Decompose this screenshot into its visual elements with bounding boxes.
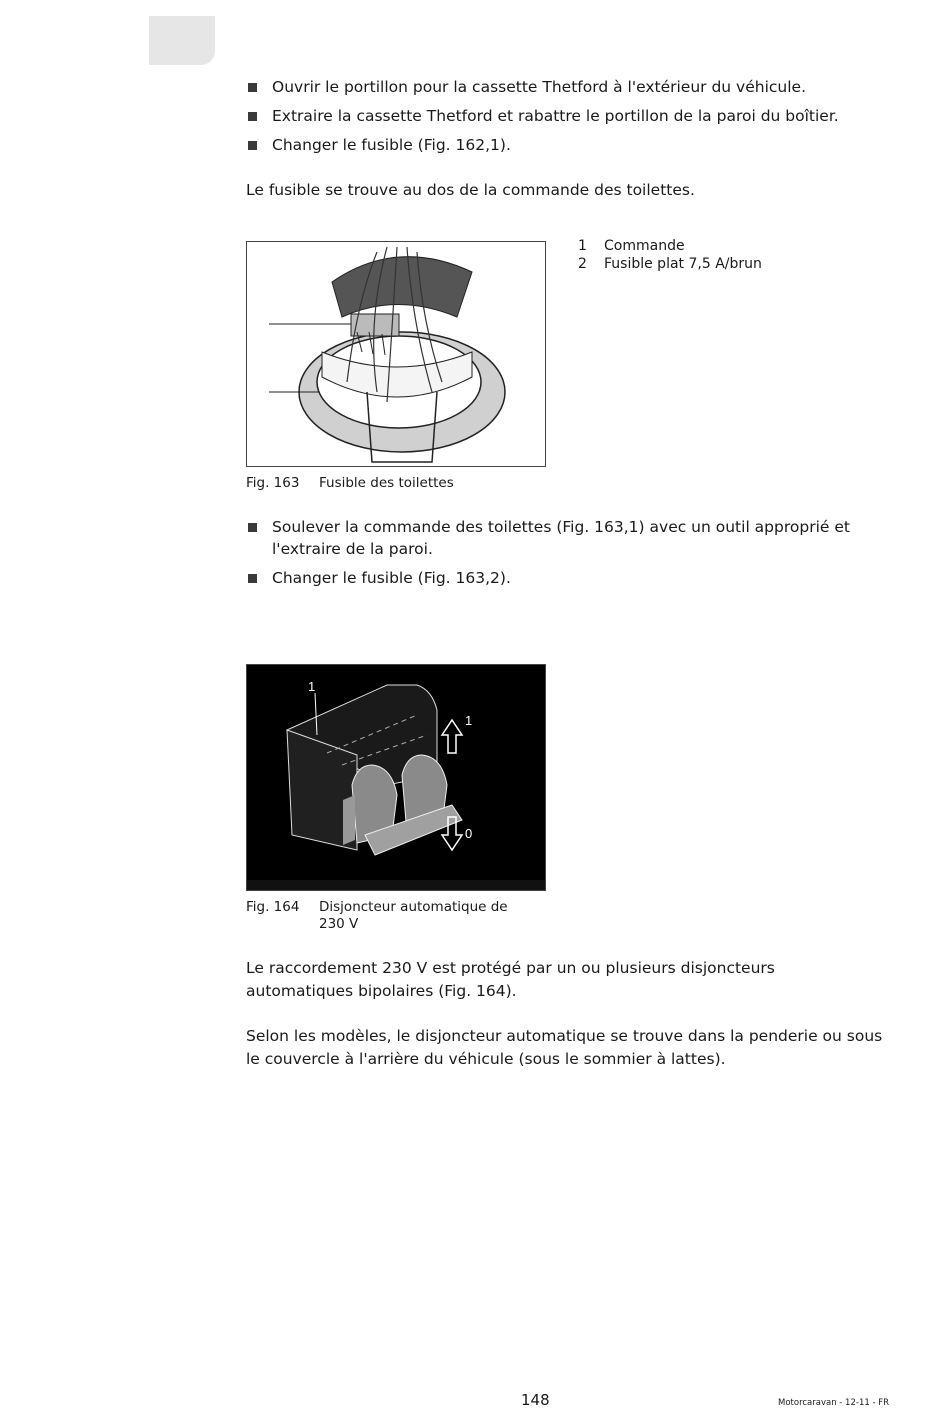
footer-reference: Motorcaravan - 12-11 - FR: [778, 1398, 890, 1408]
list-item: Extraire la cassette Thetford et rabattre le portillon de la paroi du boîtier.: [246, 105, 886, 127]
figure-164-image: [246, 664, 546, 891]
callout-label-1: 1: [308, 679, 316, 694]
list-item: Changer le fusible (Fig. 163,2).: [246, 567, 886, 589]
chapter-tab-marker: [149, 16, 215, 65]
legend-text: Fusible plat 7,5 A/brun: [604, 256, 762, 272]
legend-item: [578, 237, 762, 255]
page-number: 148: [521, 1391, 550, 1409]
bullet-list-middle: [246, 516, 886, 596]
circuit-breaker-illustration: [247, 665, 545, 890]
bullet-list-top: [246, 76, 886, 163]
caption-number: Fig. 163: [246, 475, 300, 491]
list-item: Soulever la commande des toilettes (Fig. 163,1) avec un outil approprié et l'extraire de la paroi.: [246, 516, 886, 560]
list-item: Changer le fusible (Fig. 162,1).: [246, 134, 886, 156]
legend-item: [578, 255, 762, 273]
caption-number: Fig. 164: [246, 899, 300, 915]
arrow-label-on: 1: [465, 713, 473, 728]
figure-163-caption: [246, 475, 454, 492]
legend-text: Commande: [604, 238, 685, 254]
arrow-label-off: 0: [465, 826, 473, 841]
figure-163-image: [246, 241, 546, 467]
figure-164-caption: [246, 899, 519, 933]
list-item: Ouvrir le portillon pour la cassette Thetford à l'extérieur du véhicule.: [246, 76, 886, 98]
caption-text: Disjoncteur automatique de 230 V: [319, 899, 508, 932]
caption-text: Fusible des toilettes: [319, 475, 454, 491]
legend-number: 1: [578, 238, 587, 254]
figure-163-legend: [578, 237, 762, 273]
paragraph-breaker-location: Selon les modèles, le disjoncteur automatique se trouve dans la penderie ou sous le couvercle à l'arrière du véhicule (sous le sommier à lattes).: [246, 1027, 883, 1068]
legend-number: 2: [578, 256, 587, 272]
toilet-control-illustration: [247, 242, 545, 466]
paragraph-fuse-location: Le fusible se trouve au dos de la commande des toilettes.: [246, 181, 695, 199]
paragraph-230v-connection: Le raccordement 230 V est protégé par un ou plusieurs disjoncteurs automatiques bipolaires (Fig. 164).: [246, 959, 775, 1000]
